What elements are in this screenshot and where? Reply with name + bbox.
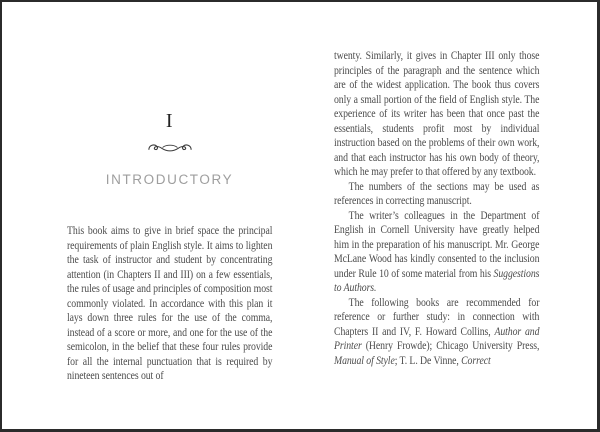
- body-paragraph: This book aims to give in brief space the principal requirements of plain English style. It aims to lighten the task of instructor and student by concentrating attention (in Chapters II and III) on a few essentials, the rules of usage and principles of composition most commonly violated. In accordance with this plan it lays down three rules for the use of the comma, instead of a score or more, and one for the use of the semicolon, in the belief that these four rules provide for all the internal punctuation that is required by nineteen sentences out of: [67, 223, 273, 382]
- body-paragraph: The numbers of the sections may be used as references in correcting manuscript.: [334, 178, 540, 207]
- section-title: INTRODUCTORY: [105, 172, 234, 187]
- chapter-numeral: I: [165, 110, 174, 132]
- body-paragraph: The writer’s colleagues in the Department of English in Cornell University have greatly helped him in the preparation of his manuscript. Mr. George McLane Wood has kindly consented to the inclusion under Rule 10 of some material from his Suggestions to Authors.: [334, 207, 540, 294]
- body-paragraph: The following books are recommended for reference or further study: in connection with Chapters II and IV, F. Howard Collins, Author and Printer (Henry Frowde); Chicago University Press, Manual of Style; T. L. De Vinne, Correct: [334, 294, 540, 367]
- body-paragraph: twenty. Similarly, it gives in Chapter III only those principles of the paragraph and the sentence which are of the widest application. The book thus covers only a small portion of the field of English style. The experience of its writer has been that once past the essentials, students profit most by individual instruction based on the problems of their own work, and that each instructor has his own body of theory, which he may prefer to that offered by any textbook.: [334, 48, 540, 178]
- right-page-text: [334, 48, 539, 367]
- left-page-text: [67, 223, 272, 383]
- flourish-ornament-icon: [67, 140, 272, 156]
